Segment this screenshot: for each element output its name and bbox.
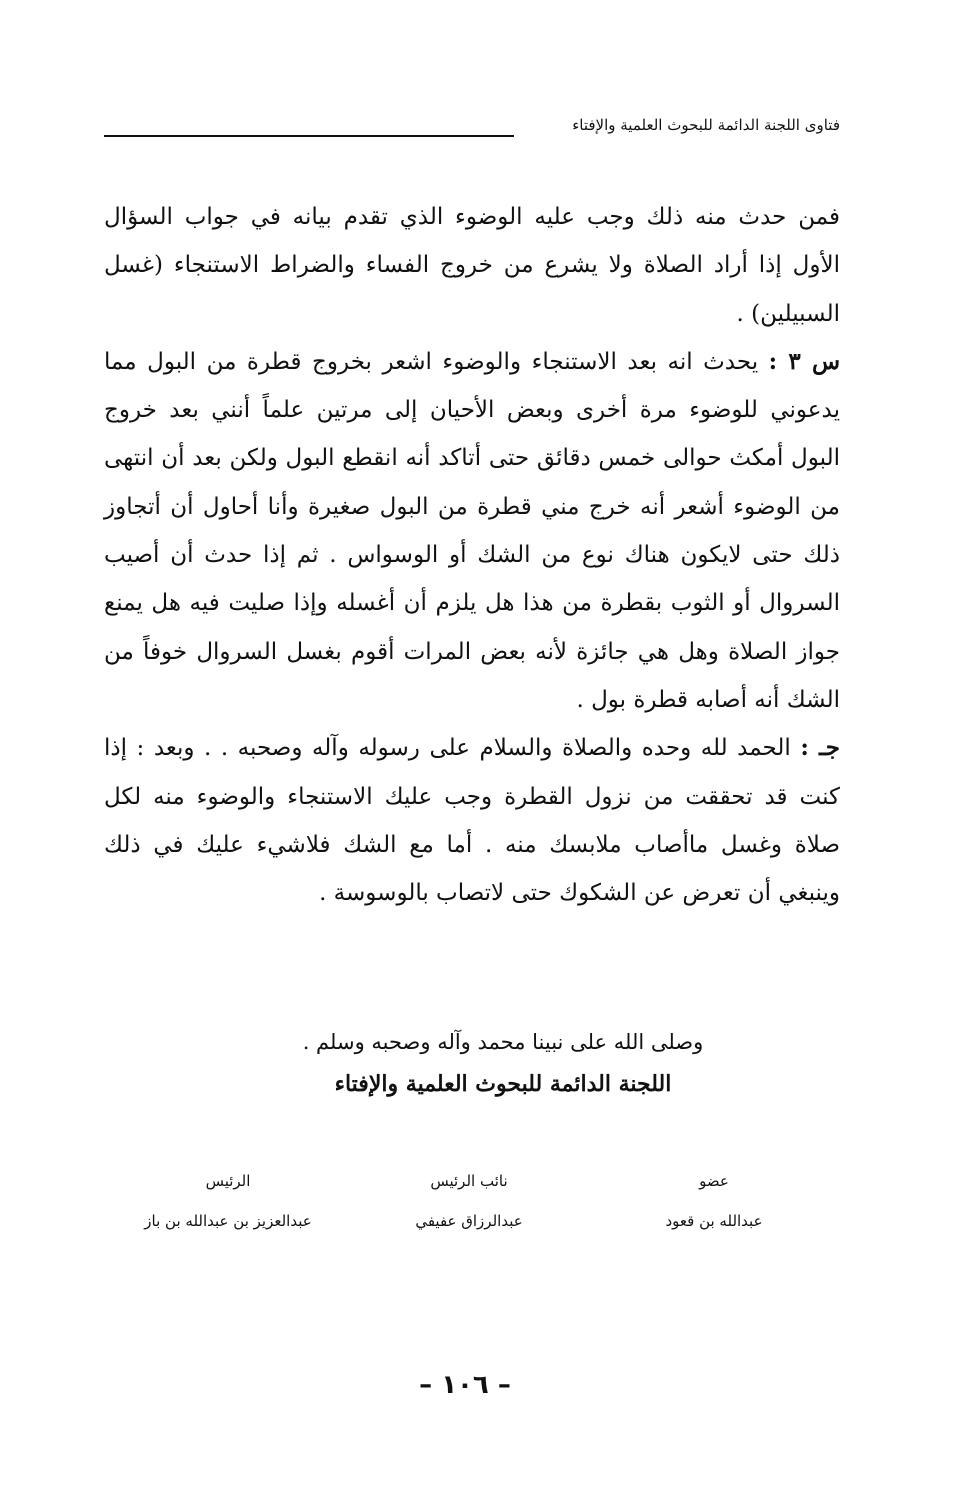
answer-paragraph bbox=[104, 724, 840, 917]
running-head-title: فتاوى اللجنة الدائمة للبحوث العلمية والإفتاء bbox=[572, 116, 840, 134]
header-rule bbox=[104, 135, 514, 137]
intro-paragraph: فمن حدث منه ذلك وجب عليه الوضوء الذي تقدم بيانه في جواب السؤال الأول إذا أراد الصلاة ولا يشرع من خروج الفساء والضراط الاستنجاء (غسل السبيلين) . bbox=[104, 204, 840, 327]
question-text: يحدث انه بعد الاستنجاء والوضوء اشعر بخروج قطرة من البول مما يدعوني للوضوء مرة أخرى وبعض الأحيان إلى مرتين علماً أنني بعد خروج البول أمكث حوالى خمس دقائق حتى أتاكد أنه انقطع البول ولكن بعد أن انتهى من الوضوء أشعر أنه خرج مني قطرة من البول صغيرة وأنا أحاول أن أتجاوز ذلك حتى لايكون هناك نوع من الشك أو الوسواس . ثم إذا حدث أن أصيب السروال أو الثوب بقطرة من هذا هل يلزم أن أغسله وإذا صليت فيه هل يمنع جواز الصلاة وهل هي جائزة لأنه بعض المرات أقوم بغسل السروال خوفاً من الشك أنه أصابه قطرة بول . bbox=[104, 348, 840, 713]
question-paragraph bbox=[104, 338, 840, 724]
signature-role: الرئيس bbox=[205, 1172, 251, 1190]
running-head bbox=[104, 112, 840, 142]
signature-role: عضو bbox=[699, 1172, 729, 1190]
answer-label: جـ : bbox=[800, 734, 840, 762]
committee-name: اللجنة الدائمة للبحوث العلمية والإفتاء bbox=[334, 1071, 672, 1097]
closing-block bbox=[104, 1022, 840, 1106]
signature-vice-chairman bbox=[394, 1168, 544, 1234]
closing-blessing: وصلى الله على نبينا محمد وآله وصحبه وسلم . bbox=[302, 1030, 704, 1054]
question-label: س ٣ : bbox=[768, 347, 841, 375]
signature-name: عبدالله بن قعود bbox=[665, 1212, 763, 1230]
signature-name: عبدالرزاق عفيفي bbox=[415, 1212, 523, 1230]
answer-text: الحمد لله وحده والصلاة والسلام على رسوله وآله وصحبه . . وبعد : إذا كنت قد تحققت من نزول القطرة وجب عليك الاستنجاء والوضوء منه لكل صلاة وغسل ماأصاب ملابسك منه . أما مع الشك فلاشيء عليك في ذلك وينبغي أن تعرض عن الشكوك حتى لاتصاب بالوسوسة . bbox=[104, 735, 840, 907]
signature-name: عبدالعزيز بن عبدالله بن باز bbox=[144, 1212, 312, 1230]
page-number: – ١٠٦ – bbox=[419, 1370, 511, 1400]
signature-member bbox=[634, 1168, 794, 1234]
main-text bbox=[104, 193, 840, 917]
signature-block bbox=[104, 1168, 840, 1248]
signature-chairman bbox=[118, 1168, 338, 1234]
signature-role: نائب الرئيس bbox=[430, 1172, 508, 1190]
